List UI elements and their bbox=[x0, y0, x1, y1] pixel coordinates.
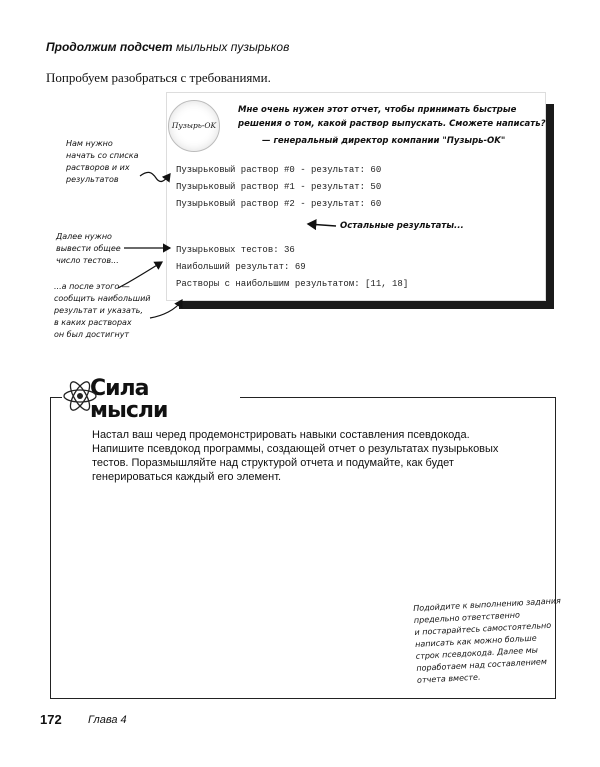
arrow-icon bbox=[150, 300, 182, 318]
report-result-line: Пузырьковый раствор #0 - результат: 60 bbox=[176, 165, 382, 175]
brain-power-title-line: Сила bbox=[90, 376, 149, 401]
report-results-list bbox=[176, 162, 381, 213]
ceo-quote-line: решения о том, какой раствор выпускать. Сможете написать? bbox=[238, 119, 546, 129]
report-summary-line: Растворы с наибольшим результатом: [11, 18] bbox=[176, 279, 409, 289]
report-summary-line: Наибольший результат: 69 bbox=[176, 262, 306, 272]
note-line: начать со списка bbox=[66, 151, 139, 160]
report-result-line: Пузырьковый раствор #2 - результат: 60 bbox=[176, 199, 382, 209]
note-line: результат и указать, bbox=[54, 306, 143, 315]
report-result-line: Пузырьковый раствор #1 - результат: 50 bbox=[176, 182, 382, 192]
report-summary bbox=[176, 242, 408, 293]
ceo-quote-line: Мне очень нужен этот отчет, чтобы принимать быстрые bbox=[238, 105, 517, 115]
note-line: поработаем над составлением bbox=[416, 657, 548, 673]
brain-power-title-line: мысли bbox=[90, 398, 168, 423]
page-number: 172 bbox=[40, 712, 62, 727]
note-line: результатов bbox=[66, 175, 119, 184]
note-line: отчета вместе. bbox=[416, 672, 481, 685]
note-line: ...а после этого — bbox=[54, 282, 130, 291]
note-line: Нам нужно bbox=[66, 139, 113, 148]
brain-power-body: Настал ваш черед продемонстрировать навыки составления псевдокода. Напишите псевдокод программы, создающей отчет о результатах пузырьковых тестов. Поразмышляйте над структурой отчета и подумайте, как будет генерироваться каждый его элемент. bbox=[92, 429, 499, 483]
intro-text: Попробуем разобраться с требованиями. bbox=[46, 70, 271, 85]
ceo-quote bbox=[238, 103, 548, 131]
chapter-label: Глава 4 bbox=[88, 714, 127, 726]
note-line: написать как можно больше bbox=[414, 633, 537, 649]
note-line: предельно ответственно bbox=[413, 610, 521, 625]
brain-power-title bbox=[62, 378, 240, 422]
note-line: Подойдите к выполнению задания bbox=[413, 596, 562, 613]
header-title-light: мыльных пузырьков bbox=[175, 40, 290, 54]
note-line: он был достигнут bbox=[54, 330, 130, 339]
note-line: вывести общее bbox=[56, 244, 121, 253]
note-line: строк псевдокода. Далее мы bbox=[415, 645, 539, 661]
note-line: Далее нужно bbox=[56, 232, 112, 241]
note-results-list bbox=[66, 138, 138, 186]
note-line: и постарайтесь самостоятельно bbox=[414, 620, 552, 637]
page-header bbox=[46, 40, 289, 54]
note-total-tests bbox=[56, 231, 121, 267]
note-line: число тестов... bbox=[56, 256, 119, 265]
header-title-bold: Продолжим подсчет bbox=[46, 40, 173, 54]
note-line: в каких растворах bbox=[54, 318, 132, 327]
rest-results-note: Остальные результаты... bbox=[340, 221, 464, 231]
report-summary-line: Пузырьковых тестов: 36 bbox=[176, 245, 295, 255]
brain-power-note bbox=[413, 595, 565, 687]
note-line: растворов и их bbox=[66, 163, 130, 172]
note-line: сообщить наибольший bbox=[54, 294, 151, 303]
company-logo: Пузырь-OK bbox=[168, 100, 220, 152]
note-best-result bbox=[54, 281, 150, 341]
ceo-quote-author: — генеральный директор компании "Пузырь-OK" bbox=[262, 136, 506, 146]
